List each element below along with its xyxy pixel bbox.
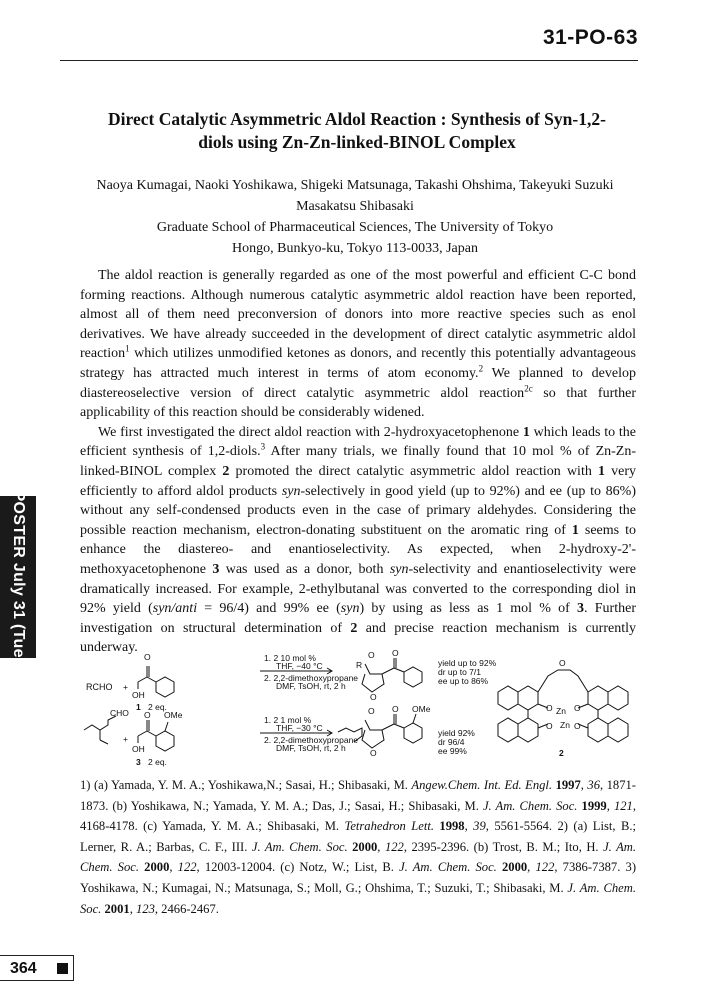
reference-segment: , <box>377 839 385 854</box>
label-1: 1 <box>136 702 141 712</box>
atom-oh-3: OH <box>132 744 145 754</box>
title-line-1: Direct Catalytic Asymmetric Aldol Reaction : Synthesis of Syn-1,2- <box>108 109 606 129</box>
atom-o-p2c: O <box>370 748 377 758</box>
reference-segment: 1998 <box>439 819 465 834</box>
reference-segment: 123 <box>135 901 155 916</box>
atom-o-cat: O <box>559 658 566 668</box>
reactant-rcho: RCHO <box>86 682 113 692</box>
reference-segment: , <box>464 819 474 834</box>
reference-segment: , <box>580 778 588 792</box>
atom-o-p2a: O <box>368 706 375 716</box>
paper-title <box>72 108 642 154</box>
address: Hongo, Bunkyo-ku, Tokyo 113-0033, Japan <box>232 241 478 256</box>
reference-segment: 2001 <box>104 901 130 916</box>
header-rule <box>60 60 638 61</box>
cond-1c: 2. 2,2-dimethoxypropane <box>264 673 359 683</box>
reactant-cho: CHO <box>110 708 129 718</box>
affiliation: Graduate School of Pharmaceutical Sciences, The University of Tokyo <box>156 220 554 235</box>
cond-2c: 2. 2,2-dimethoxypropane <box>264 735 359 745</box>
cond-2b: THF, −30 °C <box>276 723 323 733</box>
aldehyde-2-structure <box>84 716 116 744</box>
atom-o-p1b: O <box>392 648 399 658</box>
reference-segment: , 1871-1873. (b) Yoshikawa, N.; Yamada, Y. M. A.; Das, J.; Sasai, H.; Shibasaki, M. <box>80 778 636 813</box>
reference-segment: , 2395-2396. (b) Trost, B. M.; Ito, H. <box>403 839 604 854</box>
atom-o-cat-a: O <box>546 703 553 713</box>
atom-o-cat-b: O <box>546 721 553 731</box>
paragraph-1: The aldol reaction is generally regarded as one of the most powerful and efficient C-C bond forming reactions. Although numerous catalytic asymmetric aldol reaction have been reported, almost all of them need preconversion of donors into more reactive species such as enol derivatives. We have already succeeded in the development of direct catalytic asymmetric aldol reaction$^1$ which utilizes unmodified ketones as donors, and recently this potentially advantageous strategy has attracted much interest in terms of atom economy.$^2$ We planned to develop diastereoselective version of direct catalytic asymmetric aldol reaction$^{2c}$ so that further applicability of this reaction should be considerably widened. <box>80 268 636 421</box>
paragraph-2: We first investigated the direct aldol reaction with 2-hydroxyacetophenone 1 which leads to the efficient synthesis of 1,2-diols.$^3$ After many trials, we finally found that 10 mol % of Zn-Zn-linked-BINOL complex 2 promoted the direct catalytic asymmetric aldol reaction with 1 very efficiently to afford aldol products syn-selectively in good yield (up to 92%) and ee (up to 86%) without any self-condensed products even in the case of primary aldehydes. Considering the possible reaction mechanism, electron-donating substituent on the aromatic ring of 1 seems to enhance the diastereo- and enantioselectivity. As expected, when 2-hydroxy-2'-methoxyacetophenone 3 was used as a donor, both syn-selectivity and enantioselectivity were dramatically increased. For example, 2-ethylbutanal was converted to the corresponding diol in 92% yield (syn/anti = 96/4) and 99% ee (syn) by using as less as 1 mol % of 3. Further investigation on structural determination of 2 and precise reaction mechanism is currently underway. <box>80 424 637 656</box>
reference-segment: 122 <box>177 860 197 875</box>
references <box>80 775 636 919</box>
reference-segment: , <box>527 860 536 875</box>
reference-segment: , 5561-5564. 2) (a) List, B.; Lerner, R. A.; Barbas, C. F., III. <box>80 819 636 854</box>
product-1-structure <box>362 658 422 692</box>
atom-o-3: O <box>144 710 151 720</box>
reference-segment: 1) (a) Yamada, Y. M. A.; Yoshikawa,N.; Sasai, H.; Shibasaki, M. <box>80 778 412 792</box>
reference-segment: J. Am. Chem. Soc. <box>80 880 636 916</box>
reference-segment: J. Am. Chem. Soc. <box>482 798 578 813</box>
reference-segment: Tetrahedron Lett. <box>344 819 434 834</box>
black-square-icon <box>57 963 68 974</box>
poster-code: 31-PO-63 <box>542 26 638 49</box>
poster-date-tab <box>0 490 36 664</box>
page-number: 364 <box>10 960 37 977</box>
reference-segment: , 7386-7387. 3) Yoshikawa, N.; Kumagai, N.; Matsunaga, S.; Moll, G.; Ohshima, T.; Suzuki, T.; Shibasaki, M. <box>80 860 637 895</box>
reference-segment: 39 <box>473 819 486 834</box>
authors-line-1: Naoya Kumagai, Naoki Yoshikawa, Shigeki Matsunaga, Takashi Ohshima, Takeyuki Suzuki <box>96 178 614 193</box>
atom-ome-p2: OMe <box>412 704 431 714</box>
result-1b: dr up to 7/1 <box>438 667 482 677</box>
cond-1a: 1. 2 10 mol % <box>264 653 316 663</box>
label-3: 3 <box>136 757 141 767</box>
reference-segment: J. Am. Chem. Soc. <box>251 839 348 854</box>
reference-segment: 36 <box>587 778 600 792</box>
result-2c: ee 99% <box>438 746 467 756</box>
atom-o-p1c: O <box>370 692 377 702</box>
atom-ome-3: OMe <box>164 710 183 720</box>
reference-segment: J. Am. Chem. Soc. <box>399 860 497 875</box>
reference-segment: , <box>606 798 614 813</box>
title-line-2: diols using Zn-Zn-linked-BINOL Complex <box>198 132 516 152</box>
reference-segment: , 2466-2467. <box>154 901 219 916</box>
catalyst-label: 2 <box>559 748 564 758</box>
cond-1b: THF, −40 °C <box>276 661 323 671</box>
cond-2a: 1. 2 1 mol % <box>264 715 312 725</box>
atom-o-p2b: O <box>392 704 399 714</box>
poster-date-label: POSTER July 31 (Tue) <box>10 490 27 664</box>
result-1c: ee up to 86% <box>438 676 489 686</box>
eq-1: 2 eq. <box>148 702 167 712</box>
result-2b: dr 96/4 <box>438 737 465 747</box>
reference-segment: 2000 <box>352 839 378 854</box>
reference-segment: 122 <box>384 839 404 854</box>
result-1a: yield up to 92% <box>438 658 497 668</box>
atom-zn-a: Zn <box>556 706 566 716</box>
atom-o-cat-d: O <box>574 721 581 731</box>
abstract-body <box>80 266 636 658</box>
reference-segment: 1999 <box>581 798 607 813</box>
atom-r: R <box>356 660 363 670</box>
atom-o-cat-c: O <box>574 703 581 713</box>
reference-segment: J. Am. Chem. Soc. <box>80 839 637 875</box>
authors-block <box>60 175 650 259</box>
plus-2: + <box>123 734 128 744</box>
reference-segment: , <box>169 860 178 875</box>
atom-zn-b: Zn <box>560 720 570 730</box>
reaction-scheme <box>80 648 660 770</box>
atom-o-p1a: O <box>368 650 375 660</box>
reference-segment: , 12003-12004. (c) Notz, W.; List, B. <box>196 860 400 875</box>
authors-line-2: Masakatsu Shibasaki <box>296 199 414 214</box>
eq-2: 2 eq. <box>148 757 167 767</box>
result-2a: yield 92% <box>438 728 475 738</box>
cond-2d: DMF, TsOH, rt, 2 h <box>276 743 346 753</box>
plus-1: + <box>123 682 128 692</box>
reference-segment: 1997 <box>555 778 581 792</box>
reference-segment: , <box>129 901 136 916</box>
cond-1d: DMF, TsOH, rt, 2 h <box>276 681 346 691</box>
page-number-box <box>0 955 74 981</box>
reference-segment: , 4168-4178. (c) Yamada, Y. M. A.; Shibasaki, M. <box>80 798 636 834</box>
reference-segment: 122 <box>535 860 555 875</box>
reference-segment: 121 <box>613 798 633 813</box>
reference-segment: 2000 <box>501 860 528 875</box>
reference-segment: 2000 <box>144 860 170 875</box>
atom-oh: OH <box>132 690 145 700</box>
atom-o: O <box>144 652 151 662</box>
reference-segment: Angew.Chem. Int. Ed. Engl. <box>411 778 553 792</box>
